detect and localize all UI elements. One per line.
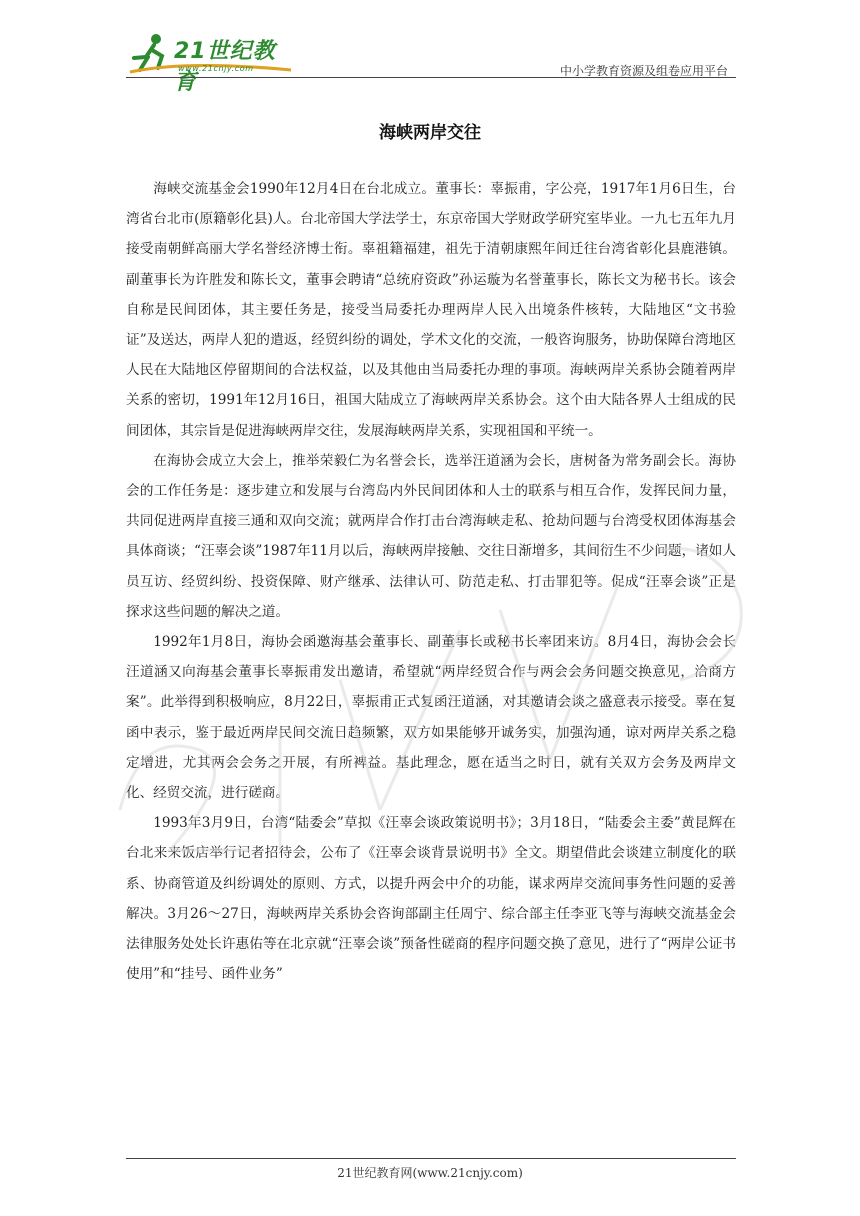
header-divider (126, 77, 736, 78)
footer-divider (126, 1158, 736, 1159)
logo-text: 21世纪教育 (174, 39, 276, 95)
header-tagline: 中小学教育资源及组卷应用平台 (559, 64, 728, 78)
paragraph-2: 在海协会成立大会上，推举荣毅仁为名誉会长，选举汪道涵为会长，唐树备为常务副会长。海协会的工作任务是：逐步建立和发展与台湾岛内外民间团体和人士的联系与相互合作，发挥民间力量，共同促进两岸直接三通和双向交流；就两岸合作打击台湾海峡走私、抢劫问题与台湾受权团体海基会具体商谈；“汪辜会谈”1987年11月以后，海峡两岸接触、交往日渐增多，其间衍生不少问题，诸如人员互访、经贸纠纷、投资保障、财产继承、法律认可、防范走私、打击罪犯等。促成“汪辜会谈”正是探求这些问题的解决之道。 (126, 452, 736, 620)
document-title: 海峡两岸交往 (379, 123, 481, 143)
document-body (126, 174, 736, 989)
page-footer[interactable]: 21世纪教育网(www.21cnjy.com) (337, 1166, 523, 1180)
logo-url: www.21cnjy.com (178, 64, 254, 73)
paragraph-4: 1993年3月9日，台湾“陆委会”草拟《汪辜会谈政策说明书》；3月18日，“陆委会主委”黄昆辉在台北来来饭店举行记者招待会，公布了《汪辜会谈背景说明书》全文。期望借此会谈建立制度化的联系、协商管道及纠纷调处的原则、方式，以提升两会中介的功能，谋求两岸交流间事务性问题的妥善解决。3月26～27日，海峡两岸关系协会咨询部副主任周宁、综合部主任李亚飞等与海峡交流基金会法律服务处处长许惠佑等在北京就“汪辜会谈”预备性磋商的程序问题交换了意见，进行了“两岸公证书使用”和“挂号、函件业务” (126, 815, 736, 983)
logo[interactable] (126, 30, 296, 95)
paragraph-1: 海峡交流基金会1990年12月4日在台北成立。董事长：辜振甫，字公亮，1917年1月6日生，台湾省台北市(原籍彰化县)人。台北帝国大学法学士，东京帝国大学财政学研究室毕业。一九七五年九月接受南朝鲜高丽大学名誉经济博士衔。辜祖籍福建，祖先于清朝康熙年间迁往台湾省彰化县鹿港镇。副董事长为许胜发和陈长文，董事会聘请“总统府资政”孙运璇为名誉董事长，陈长文为秘书长。该会自称是民间团体，其主要任务是，接受当局委托办理两岸人民入出境条件核转，大陆地区“文书验证”及送达，两岸人犯的遣返，经贸纠纷的调处，学术文化的交流，一般咨询服务，协助保障台湾地区人民在大陆地区停留期间的合法权益，以及其他由当局委托办理的事项。海峡两岸关系协会随着两岸关系的密切，1991年12月16日，祖国大陆成立了海峡两岸关系协会。这个由大陆各界人士组成的民间团体，其宗旨是促进海峡两岸交往，发展海峡两岸关系，实现祖国和平统一。 (126, 181, 736, 439)
page-header (126, 30, 736, 95)
paragraph-3: 1992年1月8日，海协会函邀海基会董事长、副董事长或秘书长率团来访。8月4日，海协会会长汪道涵又向海基会董事长辜振甫发出邀请，希望就“两岸经贸合作与两会会务问题交换意见，洽商方案”。此举得到积极响应，8月22日，辜振甫正式复函汪道涵，对其邀请会谈之盛意表示接受。辜在复函中表示，鉴于最近两岸民间交流日趋频繁，双方如果能够开诚务实，加强沟通，谅对两岸关系之稳定增进，尤其两会会务之开展，有所裨益。基此理念，愿在适当之时日，就有关双方会务及两岸文化、经贸交流，进行磋商。 (126, 634, 736, 802)
